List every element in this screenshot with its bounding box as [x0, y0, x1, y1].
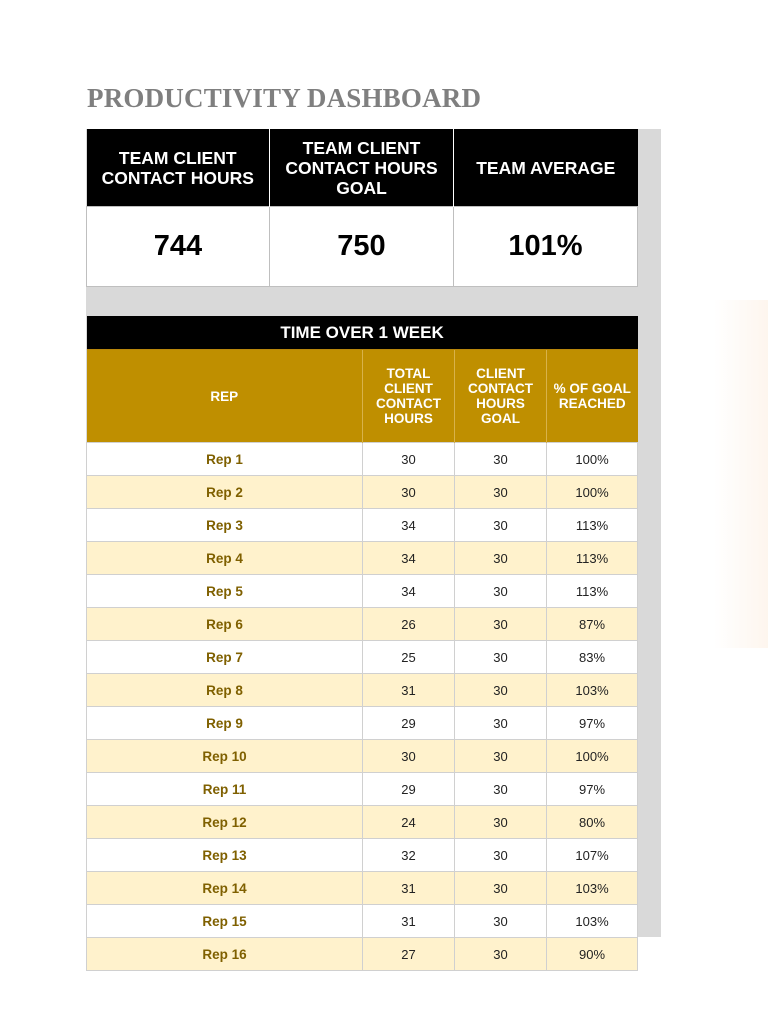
table-row — [87, 707, 638, 740]
table-row — [87, 542, 638, 575]
percent-goal-cell: 113% — [547, 542, 638, 575]
rep-name-cell: Rep 13 — [87, 839, 363, 872]
total-hours-cell: 29 — [363, 707, 455, 740]
percent-goal-cell: 90% — [547, 938, 638, 971]
table-row — [87, 905, 638, 938]
goal-hours-cell: 30 — [455, 740, 547, 773]
goal-hours-cell: 30 — [455, 806, 547, 839]
table-row — [87, 872, 638, 905]
rep-name-cell: Rep 15 — [87, 905, 363, 938]
rep-name-cell: Rep 8 — [87, 674, 363, 707]
rep-name-cell: Rep 14 — [87, 872, 363, 905]
rep-name-cell: Rep 7 — [87, 641, 363, 674]
total-hours-cell: 29 — [363, 773, 455, 806]
kpi-value-row — [87, 207, 638, 287]
goal-hours-cell: 30 — [455, 608, 547, 641]
percent-goal-cell: 113% — [547, 509, 638, 542]
percent-goal-cell: 97% — [547, 707, 638, 740]
total-hours-cell: 31 — [363, 872, 455, 905]
kpi-value-hours: 744 — [87, 207, 270, 287]
total-hours-cell: 31 — [363, 674, 455, 707]
rep-name-cell: Rep 16 — [87, 938, 363, 971]
table-row — [87, 608, 638, 641]
rep-name-cell: Rep 9 — [87, 707, 363, 740]
percent-goal-cell: 80% — [547, 806, 638, 839]
percent-goal-cell: 100% — [547, 476, 638, 509]
rep-name-cell: Rep 12 — [87, 806, 363, 839]
column-header-total-hours: TOTAL CLIENT CONTACT HOURS — [363, 350, 455, 443]
goal-hours-cell: 30 — [455, 476, 547, 509]
total-hours-cell: 30 — [363, 443, 455, 476]
percent-goal-cell: 100% — [547, 740, 638, 773]
table-row — [87, 476, 638, 509]
table-row — [87, 641, 638, 674]
rep-name-cell: Rep 1 — [87, 443, 363, 476]
percent-goal-cell: 113% — [547, 575, 638, 608]
kpi-value-average: 101% — [454, 207, 638, 287]
total-hours-cell: 30 — [363, 740, 455, 773]
total-hours-cell: 34 — [363, 509, 455, 542]
goal-hours-cell: 30 — [455, 872, 547, 905]
weekly-header-row — [87, 350, 638, 443]
goal-hours-cell: 30 — [455, 509, 547, 542]
rep-name-cell: Rep 4 — [87, 542, 363, 575]
total-hours-cell: 24 — [363, 806, 455, 839]
table-row — [87, 575, 638, 608]
rep-name-cell: Rep 2 — [87, 476, 363, 509]
kpi-table — [86, 129, 638, 287]
total-hours-cell: 34 — [363, 542, 455, 575]
kpi-value-goal: 750 — [270, 207, 454, 287]
total-hours-cell: 25 — [363, 641, 455, 674]
rep-name-cell: Rep 3 — [87, 509, 363, 542]
kpi-header-row — [87, 129, 638, 207]
weekly-table — [86, 316, 638, 971]
table-row — [87, 509, 638, 542]
table-row — [87, 674, 638, 707]
total-hours-cell: 27 — [363, 938, 455, 971]
goal-hours-cell: 30 — [455, 905, 547, 938]
table-row — [87, 740, 638, 773]
percent-goal-cell: 103% — [547, 674, 638, 707]
total-hours-cell: 34 — [363, 575, 455, 608]
percent-goal-cell: 97% — [547, 773, 638, 806]
total-hours-cell: 30 — [363, 476, 455, 509]
weekly-table-body — [87, 443, 638, 971]
rep-name-cell: Rep 5 — [87, 575, 363, 608]
goal-hours-cell: 30 — [455, 773, 547, 806]
goal-hours-cell: 30 — [455, 938, 547, 971]
percent-goal-cell: 100% — [547, 443, 638, 476]
rep-name-cell: Rep 11 — [87, 773, 363, 806]
total-hours-cell: 26 — [363, 608, 455, 641]
kpi-header-average: TEAM AVERAGE — [454, 129, 638, 207]
table-row — [87, 443, 638, 476]
weekly-banner-row — [87, 316, 638, 350]
side-decoration — [714, 300, 768, 648]
page-title: PRODUCTIVITY DASHBOARD — [87, 83, 482, 113]
percent-goal-cell: 107% — [547, 839, 638, 872]
goal-hours-cell: 30 — [455, 707, 547, 740]
total-hours-cell: 32 — [363, 839, 455, 872]
kpi-header-goal: TEAM CLIENT CONTACT HOURS GOAL — [270, 129, 454, 207]
goal-hours-cell: 30 — [455, 542, 547, 575]
rep-name-cell: Rep 10 — [87, 740, 363, 773]
goal-hours-cell: 30 — [455, 443, 547, 476]
percent-goal-cell: 83% — [547, 641, 638, 674]
percent-goal-cell: 103% — [547, 872, 638, 905]
goal-hours-cell: 30 — [455, 839, 547, 872]
weekly-banner: TIME OVER 1 WEEK — [87, 316, 638, 350]
table-row — [87, 773, 638, 806]
column-header-percent: % OF GOAL REACHED — [547, 350, 638, 443]
table-row — [87, 839, 638, 872]
goal-hours-cell: 30 — [455, 575, 547, 608]
column-header-rep: REP — [87, 350, 363, 443]
rep-name-cell: Rep 6 — [87, 608, 363, 641]
goal-hours-cell: 30 — [455, 674, 547, 707]
goal-hours-cell: 30 — [455, 641, 547, 674]
table-row — [87, 938, 638, 971]
percent-goal-cell: 87% — [547, 608, 638, 641]
column-header-goal: CLIENT CONTACT HOURS GOAL — [455, 350, 547, 443]
kpi-header-hours: TEAM CLIENT CONTACT HOURS — [87, 129, 270, 207]
table-row — [87, 806, 638, 839]
percent-goal-cell: 103% — [547, 905, 638, 938]
total-hours-cell: 31 — [363, 905, 455, 938]
